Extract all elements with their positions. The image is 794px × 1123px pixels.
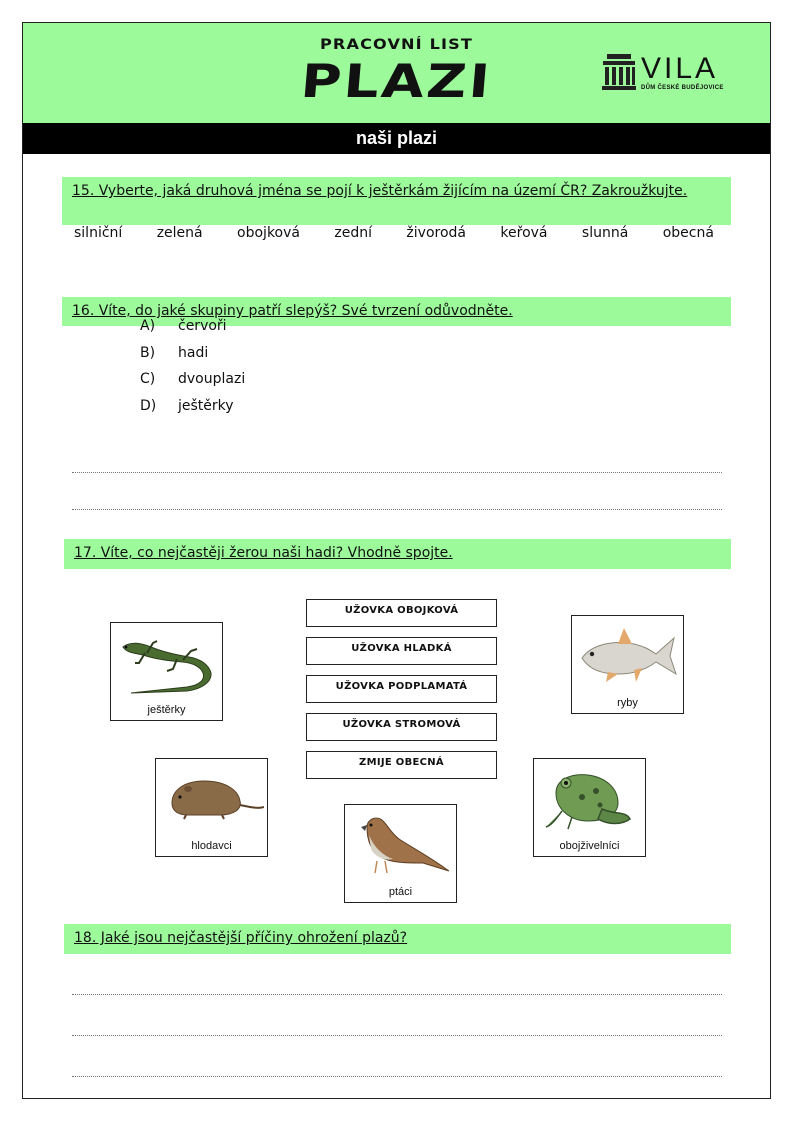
answer-line[interactable] (72, 509, 722, 510)
prey-label: ještěrky (147, 704, 186, 716)
sparrow-icon (351, 811, 451, 881)
option-a[interactable] (140, 318, 245, 345)
word-choice[interactable]: keřová (500, 225, 548, 241)
prey-card-amphibians[interactable] (533, 758, 646, 857)
section-title-bar: naši plazi (23, 123, 770, 154)
word-choice[interactable]: obecná (662, 225, 714, 241)
snake-box[interactable]: UŽOVKA STROMOVÁ (306, 713, 497, 741)
word-choice[interactable]: živorodá (406, 225, 466, 241)
answer-line[interactable] (72, 472, 722, 473)
option-text: dvouplazi (178, 371, 246, 387)
option-letter: B) (140, 344, 156, 361)
word-choice[interactable]: slunná (581, 225, 629, 241)
option-letter: C) (140, 371, 156, 387)
frog-icon (542, 763, 638, 833)
prey-label: hlodavci (191, 840, 232, 852)
prey-card-birds[interactable] (344, 804, 457, 903)
prey-card-lizards[interactable] (110, 622, 223, 721)
prey-label: ptáci (388, 886, 413, 898)
prey-card-rodents[interactable] (155, 758, 268, 857)
prey-card-fish[interactable] (571, 615, 684, 714)
word-choice[interactable]: obojková (237, 225, 300, 241)
snake-box[interactable]: ZMIJE OBECNÁ (306, 751, 497, 779)
question-17: 17. Víte, co nejčastěji žerou naši hadi? Vhodně spojte. (64, 539, 731, 569)
option-c[interactable] (140, 371, 245, 398)
pre-title: PRACOVNÍ LIST (319, 37, 474, 53)
answer-options (140, 318, 245, 424)
option-letter: D) (140, 397, 157, 414)
option-letter: A) (140, 318, 156, 334)
option-text: hadi (178, 344, 209, 361)
option-d[interactable] (140, 398, 245, 425)
option-text: červoři (178, 318, 227, 334)
building-icon (601, 54, 637, 92)
header (23, 23, 770, 123)
answer-line[interactable] (72, 1035, 722, 1036)
snake-box[interactable]: UŽOVKA OBOJKOVÁ (306, 599, 497, 627)
question-16: 16. Víte, do jaké skupiny patří slepýš? Své tvrzení odůvodněte. (62, 297, 731, 326)
answer-line[interactable] (72, 994, 722, 995)
question-15: 15. Vyberte, jaká druhová jména se pojí k ještěrkám žijícím na území ČR? Zakroužkujte. (62, 177, 731, 225)
prey-label: obojživelníci (559, 840, 620, 852)
page-title: PLAZI (298, 54, 495, 108)
option-b[interactable] (140, 345, 245, 372)
question-18: 18. Jaké jsou nejčastější příčiny ohrožení plazů? (64, 924, 731, 954)
option-text: ještěrky (178, 397, 234, 414)
word-choice[interactable]: zelená (156, 225, 203, 241)
fish-icon (578, 622, 678, 688)
logo (601, 52, 731, 92)
snake-box[interactable]: UŽOVKA PODPLAMATÁ (306, 675, 497, 703)
prey-label: ryby (617, 697, 638, 709)
answer-line[interactable] (72, 1076, 722, 1077)
word-choice[interactable]: silniční (74, 225, 123, 241)
logo-subtitle: DŮM ČESKÉ BUDĚJOVICE (641, 85, 724, 91)
lizard-icon (117, 629, 217, 695)
word-choices (74, 225, 714, 241)
snake-box[interactable]: UŽOVKA HLADKÁ (306, 637, 497, 665)
vole-icon (164, 769, 264, 829)
word-choice[interactable]: zední (334, 225, 373, 241)
logo-text: VILA (641, 52, 719, 85)
